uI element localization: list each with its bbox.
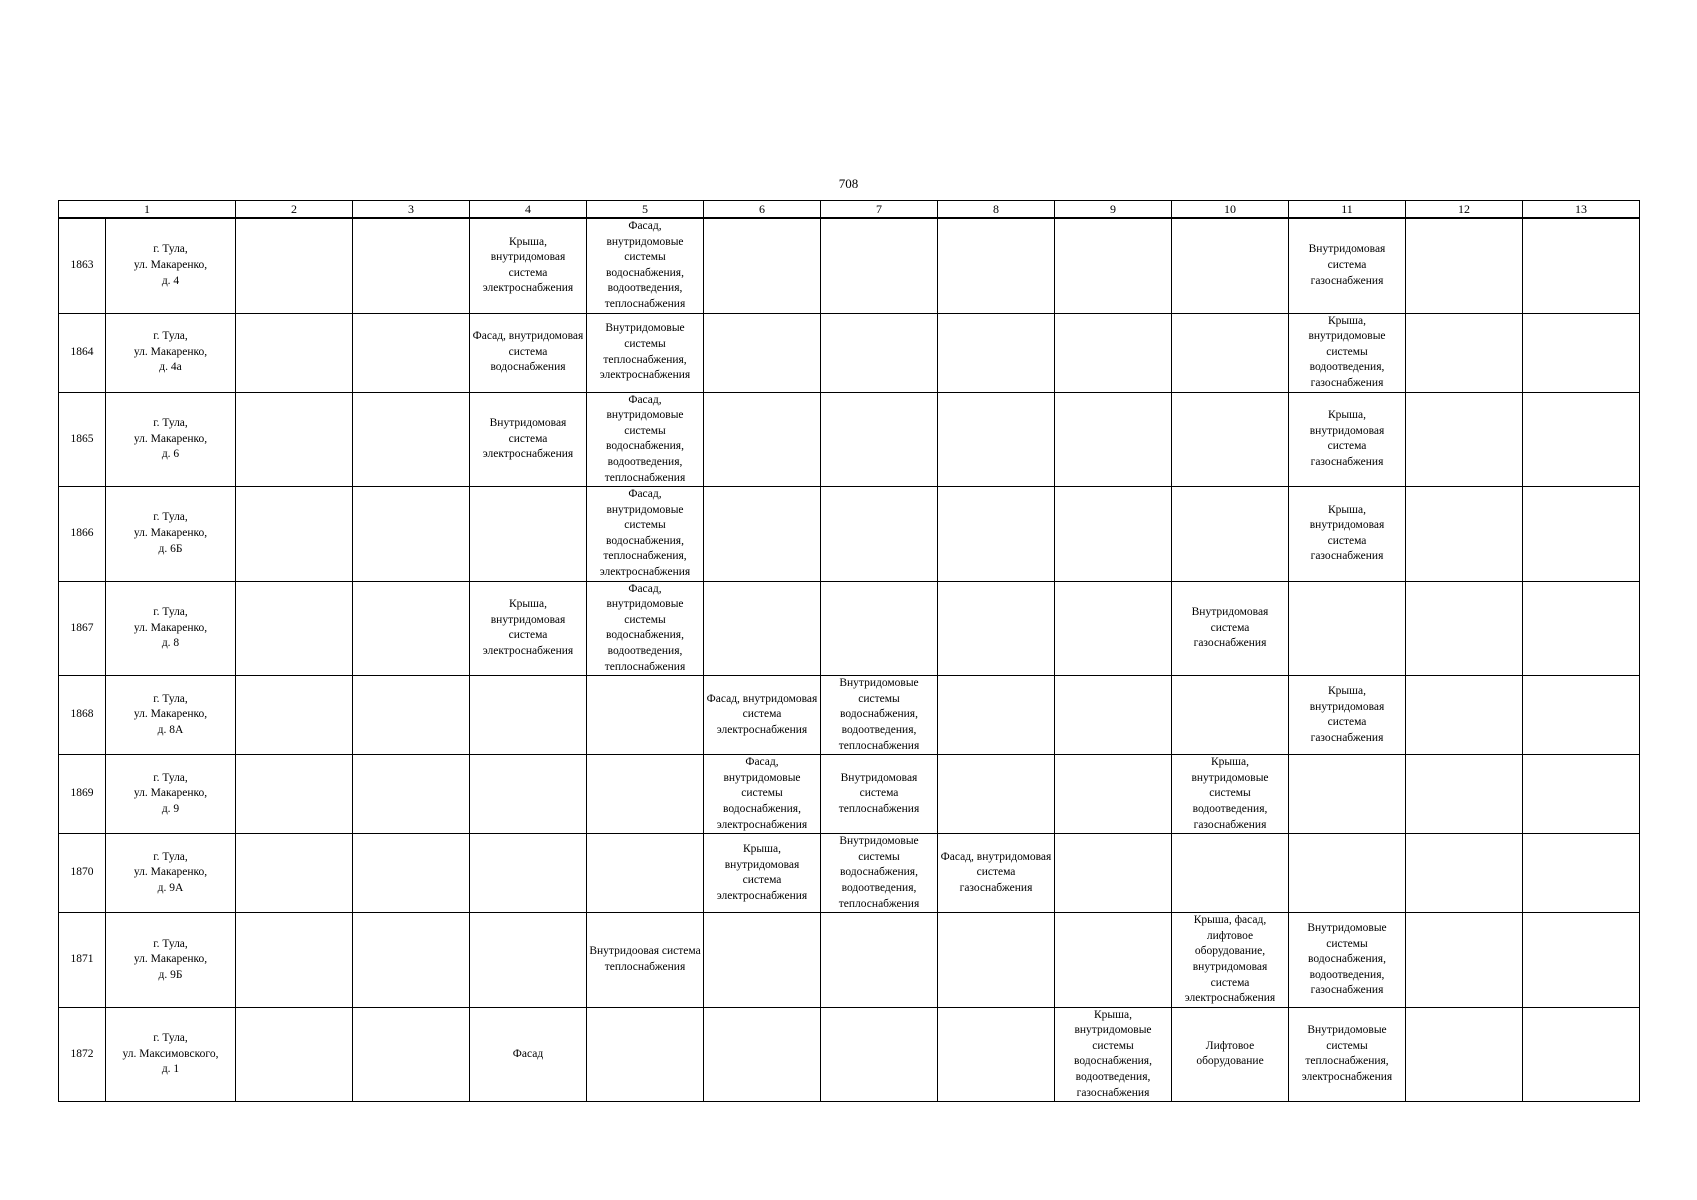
cell-col-5	[587, 218, 704, 313]
cell-col-9	[1055, 755, 1172, 834]
address-cell	[106, 392, 236, 487]
cell-col-2	[236, 392, 353, 487]
cell-col-5	[587, 913, 704, 1008]
cell-col-13	[1523, 218, 1640, 313]
cell-col-8	[938, 581, 1055, 676]
cell-col-9	[1055, 834, 1172, 913]
cell-col-3	[353, 218, 470, 313]
cell-col-8	[938, 913, 1055, 1008]
cell-col-5	[587, 755, 704, 834]
cell-col-13	[1523, 1007, 1640, 1102]
address-line: ул. Макаренко,	[133, 258, 208, 271]
cell-col-10	[1172, 1007, 1289, 1102]
cell-col-2	[236, 1007, 353, 1102]
cell-text: Внутридомовая система электроснабжения	[482, 416, 574, 461]
cell-col-7	[821, 913, 938, 1008]
cell-col-12	[1406, 487, 1523, 582]
cell-col-5	[587, 581, 704, 676]
cell-text: Внутридомовые системы водоснабжения, водоотведения, теплоснабжения	[838, 677, 920, 752]
cell-col-12	[1406, 218, 1523, 313]
cell-col-6	[704, 676, 821, 755]
cell-text: Фасад, внутридомовая система электроснабжения	[706, 692, 818, 736]
cell-col-5	[587, 834, 704, 913]
address-line: д. 4	[161, 274, 180, 287]
header-row	[59, 201, 1640, 219]
cell-col-13	[1523, 313, 1640, 392]
column-header-11: 11	[1289, 201, 1406, 219]
row-number: 1872	[59, 1007, 106, 1102]
cell-col-6	[704, 392, 821, 487]
cell-text: Фасад, внутридомовые системы водоснабжения, теплоснабжения, электроснабжения	[599, 488, 691, 579]
column-header-10: 10	[1172, 201, 1289, 219]
cell-col-3	[353, 1007, 470, 1102]
cell-col-10	[1172, 755, 1289, 834]
cell-col-3	[353, 834, 470, 913]
cell-col-13	[1523, 755, 1640, 834]
cell-col-10	[1172, 218, 1289, 313]
cell-text: Внутридомовые системы теплоснабжения, электроснабжения	[1301, 1024, 1393, 1084]
address-line: ул. Макаренко,	[133, 345, 208, 358]
cell-col-9	[1055, 913, 1172, 1008]
cell-col-8	[938, 392, 1055, 487]
address-line: ул. Макаренко,	[133, 432, 208, 445]
address-line: ул. Макаренко,	[133, 621, 208, 634]
cell-text: Фасад, внутридомовые системы водоснабжения, электроснабжения	[716, 756, 808, 831]
page-number: 708	[838, 176, 859, 191]
row-number: 1868	[59, 676, 106, 755]
table-row	[59, 487, 1640, 582]
cell-col-12	[1406, 834, 1523, 913]
cell-col-5	[587, 392, 704, 487]
cell-col-8	[938, 676, 1055, 755]
cell-col-6	[704, 1007, 821, 1102]
cell-col-12	[1406, 676, 1523, 755]
cell-col-11	[1289, 913, 1406, 1008]
cell-col-11	[1289, 313, 1406, 392]
cell-col-13	[1523, 834, 1640, 913]
cell-col-11	[1289, 218, 1406, 313]
address-line: д. 1	[161, 1063, 180, 1076]
cell-col-9	[1055, 218, 1172, 313]
cell-col-2	[236, 313, 353, 392]
cell-col-3	[353, 487, 470, 582]
cell-text: Внутридоовая система теплоснабжения	[589, 945, 701, 973]
cell-text: Внутридомовая система теплоснабжения	[838, 771, 920, 815]
cell-col-13	[1523, 392, 1640, 487]
cell-col-8	[938, 313, 1055, 392]
cell-col-8	[938, 1007, 1055, 1102]
column-header-7: 7	[821, 201, 938, 219]
address-line: д. 9А	[157, 881, 184, 894]
cell-text: Крыша, внутридомовые системы водоотведения, газоснабжения	[1191, 756, 1269, 831]
row-number: 1867	[59, 581, 106, 676]
table-row	[59, 392, 1640, 487]
cell-col-3	[353, 581, 470, 676]
cell-text: Крыша, внутридомовая система газоснабжения	[1309, 409, 1385, 468]
address-line: д. 9	[161, 802, 180, 815]
cell-col-12	[1406, 1007, 1523, 1102]
cell-col-4	[470, 218, 587, 313]
row-number: 1863	[59, 218, 106, 313]
cell-text: Крыша, внутридомовая система газоснабжения	[1309, 685, 1385, 744]
address-line: г. Тула,	[153, 692, 188, 705]
address-cell	[106, 834, 236, 913]
column-header-8: 8	[938, 201, 1055, 219]
column-header-2: 2	[236, 201, 353, 219]
cell-col-13	[1523, 676, 1640, 755]
cell-col-11	[1289, 834, 1406, 913]
address-cell	[106, 1007, 236, 1102]
cell-col-6	[704, 834, 821, 913]
cell-col-2	[236, 218, 353, 313]
cell-col-5	[587, 487, 704, 582]
address-line: д. 9Б	[158, 968, 183, 981]
address-cell	[106, 313, 236, 392]
address-cell	[106, 755, 236, 834]
cell-col-10	[1172, 913, 1289, 1008]
address-cell	[106, 676, 236, 755]
row-number: 1871	[59, 913, 106, 1008]
cell-col-9	[1055, 676, 1172, 755]
cell-col-7	[821, 392, 938, 487]
cell-col-6	[704, 755, 821, 834]
table-row	[59, 755, 1640, 834]
table-row	[59, 218, 1640, 313]
table-row	[59, 834, 1640, 913]
cell-text: Внутридомовая система газоснабжения	[1191, 606, 1269, 650]
cell-col-5	[587, 676, 704, 755]
cell-col-3	[353, 313, 470, 392]
column-header-5: 5	[587, 201, 704, 219]
cell-col-10	[1172, 676, 1289, 755]
table-row	[59, 581, 1640, 676]
cell-col-6	[704, 487, 821, 582]
address-line: г. Тула,	[153, 416, 188, 429]
address-line: г. Тула,	[153, 330, 188, 343]
cell-col-11	[1289, 676, 1406, 755]
cell-text: Крыша, внутридомовые системы водоснабжения, водоотведения, газоснабжения	[1074, 1008, 1152, 1099]
address-line: г. Тула,	[153, 606, 188, 619]
cell-col-9	[1055, 487, 1172, 582]
cell-col-10	[1172, 581, 1289, 676]
cell-text: Фасад, внутридомовая система газоснабжения	[940, 850, 1052, 894]
cell-col-11	[1289, 392, 1406, 487]
column-header-1: 1	[59, 201, 236, 219]
cell-text: Крыша, внутридомовая система электроснабжения	[482, 598, 574, 658]
cell-col-7	[821, 218, 938, 313]
cell-col-2	[236, 755, 353, 834]
address-line: д. 8А	[157, 724, 184, 736]
cell-col-4	[470, 581, 587, 676]
address-line: ул. Макаренко,	[133, 787, 208, 800]
address-line: г. Тула,	[153, 243, 188, 256]
cell-col-10	[1172, 834, 1289, 913]
cell-col-4	[470, 392, 587, 487]
cell-text: Фасад, внутридомовые системы водоснабжения, водоотведения, теплоснабжения	[604, 393, 686, 484]
cell-col-7	[821, 581, 938, 676]
cell-text: Крыша, фасад, лифтовое оборудование, внутридомовая система электроснабжения	[1184, 914, 1276, 1005]
row-number: 1864	[59, 313, 106, 392]
cell-col-7	[821, 755, 938, 834]
cell-text: Внутридомовые системы водоснабжения, водоотведения, газоснабжения	[1307, 921, 1387, 997]
cell-col-9	[1055, 313, 1172, 392]
cell-col-11	[1289, 755, 1406, 834]
row-number: 1869	[59, 755, 106, 834]
cell-col-6	[704, 313, 821, 392]
table-row	[59, 913, 1640, 1008]
cell-text: Крыша, внутридомовая система газоснабжения	[1309, 503, 1385, 563]
address-cell	[106, 581, 236, 676]
table-row	[59, 676, 1640, 755]
column-header-9: 9	[1055, 201, 1172, 219]
cell-col-13	[1523, 487, 1640, 582]
row-number: 1870	[59, 834, 106, 913]
cell-col-9	[1055, 1007, 1172, 1102]
cell-text: Лифтовое оборудование	[1196, 1039, 1264, 1068]
column-header-13: 13	[1523, 201, 1640, 219]
cell-col-12	[1406, 581, 1523, 676]
cell-col-10	[1172, 313, 1289, 392]
column-header-6: 6	[704, 201, 821, 219]
cell-col-12	[1406, 313, 1523, 392]
cell-col-6	[704, 218, 821, 313]
address-cell	[106, 487, 236, 582]
cell-col-3	[353, 913, 470, 1008]
cell-col-9	[1055, 581, 1172, 676]
cell-col-11	[1289, 487, 1406, 582]
row-number: 1865	[59, 392, 106, 487]
address-line: д. 4а	[159, 361, 182, 374]
cell-text: Фасад, внутридомовые системы водоснабжения, водоотведения, теплоснабжения	[604, 220, 686, 310]
cell-text: Внутридомовая система газоснабжения	[1308, 243, 1386, 287]
cell-col-2	[236, 487, 353, 582]
table-row	[59, 313, 1640, 392]
cell-text: Крыша, внутридомовая система электроснабжения	[716, 842, 808, 902]
cell-col-11	[1289, 1007, 1406, 1102]
address-cell	[106, 218, 236, 313]
cell-col-3	[353, 676, 470, 755]
cell-text: Внутридомовые системы водоснабжения, водоотведения, теплоснабжения	[838, 835, 920, 910]
cell-text: Фасад	[512, 1047, 544, 1060]
cell-col-4	[470, 487, 587, 582]
cell-col-8	[938, 487, 1055, 582]
cell-col-6	[704, 913, 821, 1008]
cell-col-3	[353, 392, 470, 487]
row-number: 1866	[59, 487, 106, 582]
cell-col-6	[704, 581, 821, 676]
column-header-3: 3	[353, 201, 470, 219]
cell-col-13	[1523, 581, 1640, 676]
cell-col-12	[1406, 392, 1523, 487]
cell-col-11	[1289, 581, 1406, 676]
cell-text: Крыша, внутридомовые системы водоотведения, газоснабжения	[1308, 314, 1386, 389]
address-line: ул. Макаренко,	[133, 527, 208, 540]
cell-col-7	[821, 676, 938, 755]
cell-col-2	[236, 581, 353, 676]
cell-text: Крыша, внутридомовая система электроснабжения	[482, 235, 574, 295]
cell-col-9	[1055, 392, 1172, 487]
address-line: д. 8	[161, 637, 180, 650]
address-line: г. Тула,	[153, 771, 188, 784]
address-line: ул. Макаренко,	[133, 953, 208, 966]
cell-col-4	[470, 676, 587, 755]
table-row	[59, 1007, 1640, 1102]
cell-col-7	[821, 313, 938, 392]
cell-col-8	[938, 218, 1055, 313]
address-cell	[106, 913, 236, 1008]
cell-col-12	[1406, 913, 1523, 1008]
cell-col-2	[236, 913, 353, 1008]
cell-col-8	[938, 755, 1055, 834]
cell-col-13	[1523, 913, 1640, 1008]
cell-col-7	[821, 1007, 938, 1102]
cell-col-12	[1406, 755, 1523, 834]
address-line: г. Тула,	[153, 1032, 188, 1045]
cell-col-7	[821, 487, 938, 582]
cell-col-2	[236, 676, 353, 755]
cell-col-5	[587, 1007, 704, 1102]
cell-col-4	[470, 1007, 587, 1102]
cell-col-2	[236, 834, 353, 913]
cell-col-4	[470, 313, 587, 392]
cell-col-4	[470, 755, 587, 834]
cell-col-7	[821, 834, 938, 913]
address-line: г. Тула,	[153, 511, 188, 524]
column-header-4: 4	[470, 201, 587, 219]
cell-col-4	[470, 834, 587, 913]
cell-col-4	[470, 913, 587, 1008]
column-header-12: 12	[1406, 201, 1523, 219]
address-line: г. Тула,	[153, 937, 188, 950]
cell-text: Фасад, внутридомовая система водоснабжения	[472, 330, 584, 374]
cell-col-3	[353, 755, 470, 834]
cell-col-10	[1172, 392, 1289, 487]
cell-col-8	[938, 834, 1055, 913]
address-line: г. Тула,	[153, 850, 188, 863]
address-line: ул. Максимовского,	[122, 1047, 219, 1060]
cell-text: Внутридомовые системы теплоснабжения, электроснабжения	[599, 322, 691, 382]
cell-col-10	[1172, 487, 1289, 582]
address-line: ул. Макаренко,	[133, 866, 208, 879]
cell-col-5	[587, 313, 704, 392]
address-line: д. 6Б	[158, 542, 183, 555]
address-line: д. 6	[161, 448, 180, 461]
capital-repair-table	[58, 200, 1640, 1102]
cell-text: Фасад, внутридомовые системы водоснабжения, водоотведения, теплоснабжения	[604, 582, 686, 673]
address-line: ул. Макаренко,	[133, 708, 208, 721]
